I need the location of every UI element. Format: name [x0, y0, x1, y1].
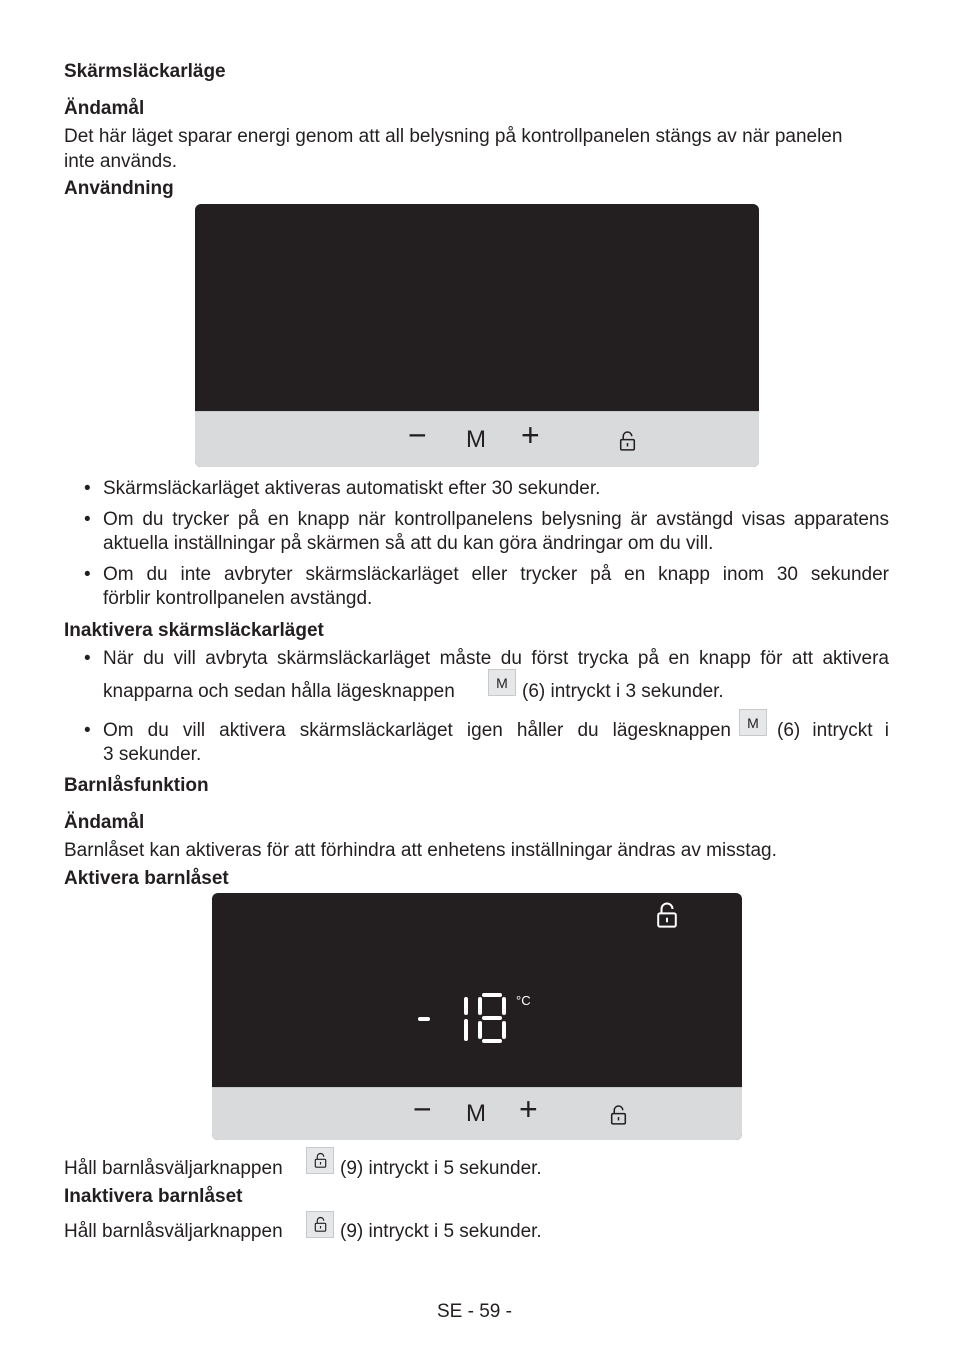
- mode-key-icon: M: [739, 709, 767, 736]
- button-bar: [195, 411, 759, 467]
- lock-icon: [656, 901, 678, 928]
- control-panel-display: [212, 893, 742, 1140]
- deactivate-screensaver-heading: Inaktivera skärmsläckarläget: [64, 620, 324, 641]
- deactivate-instruction: (9) intryckt i 5 sekunder.: [340, 1221, 542, 1242]
- bullet-text: knapparna och sedan hålla lägesknappen: [103, 681, 455, 702]
- minus-sign-segment: [418, 1017, 430, 1021]
- plus-button[interactable]: +: [521, 417, 540, 453]
- bullet-text: aktuella inställningar på skärmen så att du kan göra ändringar om du vill.: [103, 533, 714, 554]
- section-title-screensaver: Skärmsläckarläge: [64, 61, 226, 82]
- temperature-unit: °C: [516, 993, 531, 1008]
- deactivate-child-lock-heading: Inaktivera barnlåset: [64, 1186, 243, 1207]
- purpose-text-line2: inte används.: [64, 151, 178, 172]
- lock-key-icon: [306, 1147, 334, 1174]
- mode-key-icon: M: [488, 669, 516, 696]
- control-panel-screen-off: [195, 204, 759, 467]
- bullet-marker: •: [84, 564, 91, 585]
- bullet-marker: •: [84, 478, 91, 499]
- lock-icon[interactable]: [610, 1104, 627, 1125]
- bullet-marker: •: [84, 720, 91, 741]
- lock-icon: [314, 1152, 327, 1168]
- bullet-marker: •: [84, 648, 91, 669]
- mode-button[interactable]: M: [466, 1100, 486, 1127]
- mode-button[interactable]: M: [466, 426, 486, 453]
- activate-instruction: Håll barnlåsväljarknappen: [64, 1158, 283, 1179]
- minus-button[interactable]: −: [413, 1091, 432, 1127]
- page-number: SE - 59 -: [437, 1301, 512, 1322]
- section-title-child-lock: Barnlåsfunktion: [64, 775, 209, 796]
- lock-icon[interactable]: [619, 430, 636, 451]
- bullet-text: Om du vill aktivera skärmsläckarläget igen håller du lägesknappen: [103, 720, 731, 741]
- button-bar: [212, 1087, 742, 1140]
- bullet-text: 3 sekunder.: [103, 744, 202, 765]
- bullet-text: Om du inte avbryter skärmsläckarläget eller trycker på en knapp inom 30 sekunder: [103, 564, 889, 585]
- deactivate-instruction: Håll barnlåsväljarknappen: [64, 1221, 283, 1242]
- lock-icon: [314, 1216, 327, 1232]
- purpose-heading: Ändamål: [64, 98, 145, 119]
- purpose-text: Barnlåset kan aktiveras för att förhindra att enhetens inställningar ändras av misstag.: [64, 840, 777, 861]
- bullet-marker: •: [84, 509, 91, 530]
- bullet-text: Skärmsläckarläget aktiveras automatiskt efter 30 sekunder.: [103, 478, 601, 499]
- minus-button[interactable]: −: [408, 417, 427, 453]
- bullet-text: (6) intryckt i: [777, 720, 889, 741]
- purpose-text-line1: Det här läget sparar energi genom att all belysning på kontrollpanelen stängs av när panelen: [64, 126, 843, 147]
- bullet-text: förblir kontrollpanelen avstängd.: [103, 588, 373, 609]
- bullet-text: När du vill avbryta skärmsläckarläget måste du först trycka på en knapp för att aktivera: [103, 648, 889, 669]
- bullet-text: (6) intryckt i 3 sekunder.: [522, 681, 724, 702]
- plus-button[interactable]: +: [519, 1091, 538, 1127]
- lock-key-icon: [306, 1211, 334, 1238]
- activate-child-lock-heading: Aktivera barnlåset: [64, 868, 229, 889]
- purpose-heading: Ändamål: [64, 812, 145, 833]
- bullet-text: Om du trycker på en knapp när kontrollpanelens belysning är avstängd visas apparatens: [103, 509, 889, 530]
- activate-instruction: (9) intryckt i 5 sekunder.: [340, 1158, 542, 1179]
- usage-heading: Användning: [64, 178, 174, 199]
